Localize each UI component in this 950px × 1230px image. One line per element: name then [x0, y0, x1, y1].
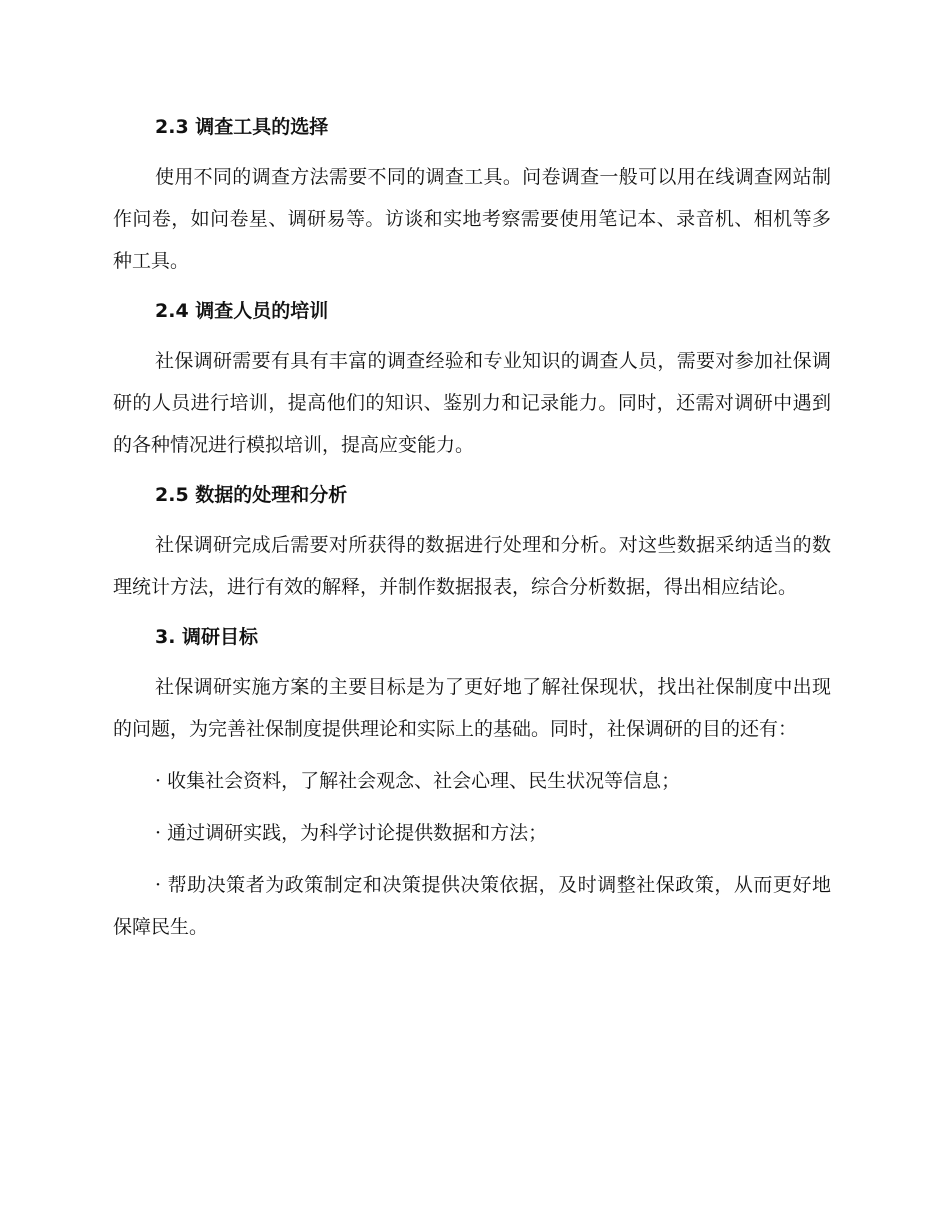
section-paragraph-2-3: 使用不同的调查方法需要不同的调查工具。问卷调查一般可以用在线调查网站制作问卷，如问卷星、调研易等。访谈和实地考察需要使用笔记本、录音机、相机等多种工具。: [113, 166, 831, 272]
bullet-item-3: · 帮助决策者为政策制定和决策提供决策依据，及时调整社保政策，从而更好地保障民生。: [113, 874, 831, 938]
section-paragraph-2-5: 社保调研完成后需要对所获得的数据进行处理和分析。对这些数据采纳适当的数理统计方法，进行有效的解释，并制作数据报表，综合分析数据，得出相应结论。: [113, 534, 831, 598]
section-heading-2-4: 2.4 调查人员的培训: [155, 300, 329, 322]
bullet-item-1: · 收集社会资料，了解社会观念、社会心理、民生状况等信息；: [155, 770, 681, 792]
bullet-item-2: · 通过调研实践，为科学讨论提供数据和方法；: [155, 822, 548, 844]
section-heading-3: 3. 调研目标: [155, 626, 259, 648]
section-paragraph-3: 社保调研实施方案的主要目标是为了更好地了解社保现状，找出社保制度中出现的问题，为完善社保制度提供理论和实际上的基础。同时，社保调研的目的还有：: [113, 676, 831, 740]
document-page: [113, 108, 831, 958]
section-heading-2-5: 2.5 数据的处理和分析: [155, 484, 348, 506]
section-heading-2-3: 2.3 调查工具的选择: [155, 116, 329, 138]
section-paragraph-2-4: 社保调研需要有具有丰富的调查经验和专业知识的调查人员，需要对参加社保调研的人员进行培训，提高他们的知识、鉴别力和记录能力。同时，还需对调研中遇到的各种情况进行模拟培训，提高应变能力。: [113, 350, 831, 456]
